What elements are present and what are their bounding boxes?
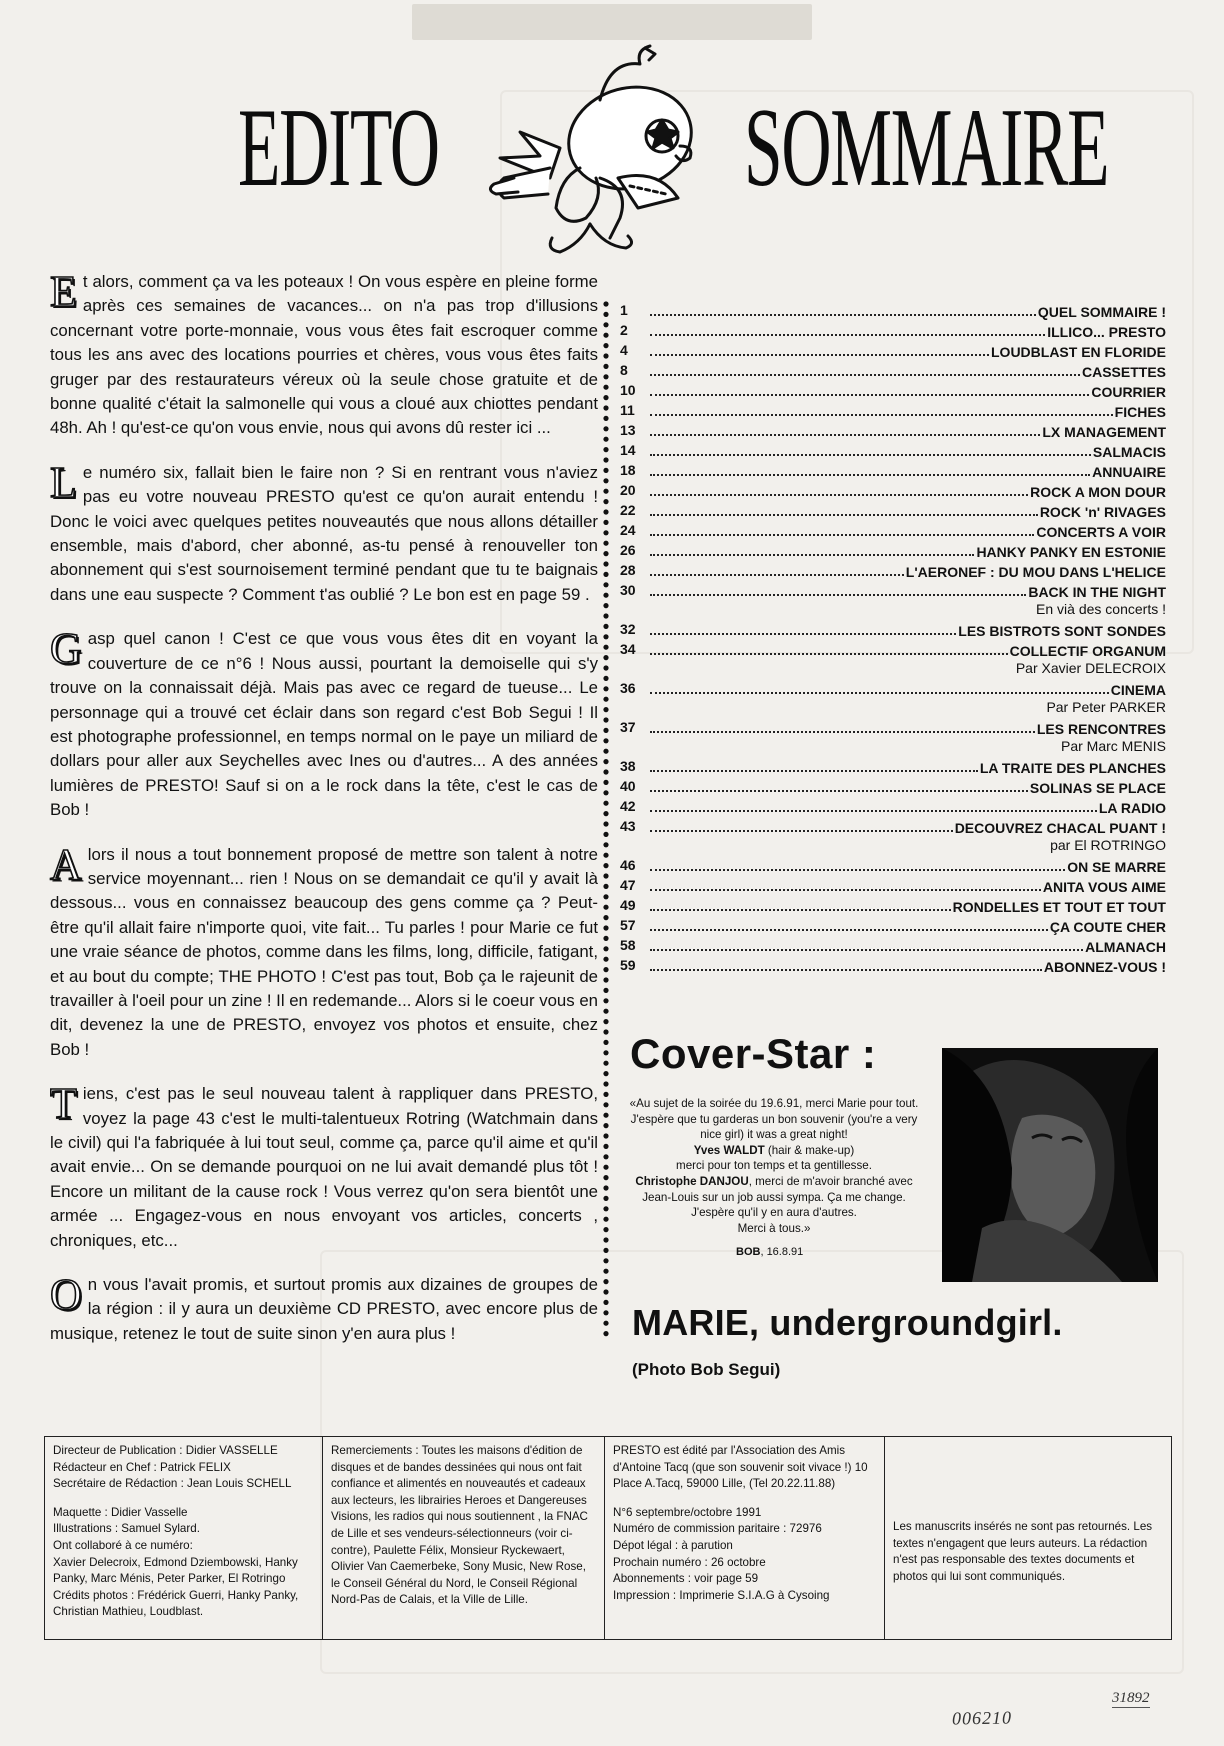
toc-title: FICHES [1114,404,1166,420]
quote-name: Yves WALDT [693,1143,765,1157]
quote-text: «Au sujet de la soirée du 19.6.91, merci Marie pour tout. J'espère que tu garderas un bon souvenir (you're a very nice girl) it was a great night! [629,1097,919,1142]
divider-dot [603,645,608,650]
cover-photo-image [942,1048,1158,1282]
divider-dot [603,1175,608,1180]
divider-dot [603,821,608,826]
divider-dot [603,561,608,566]
credit-line: Secrétaire de Rédaction : Jean Louis SCHELL [53,1477,292,1491]
divider-dot [603,489,608,494]
divider-dot [603,977,608,982]
toc-leader-dots [650,758,978,772]
toc-entry [620,955,1166,975]
divider-dot [603,925,608,930]
divider-dot [603,624,608,629]
toc-title: QUEL SOMMAIRE ! [1037,304,1166,320]
toc-page-number: 10 [620,382,636,398]
edito-text: e numéro six, fallait bien le faire non ? Si en rentrant vous n'aviez pas eu votre nouveau PRESTO qu'est ce qu'on aurait entendu ! Donc le voici avec quelques petites nouveautés que nous allons détailler ensemble, mais d'abord, cher abonné, as-tu pensé à renouveller ton abonnement qui s'est sournoisement terminé pendant que tu te baignais dans une eau suspecte ? Comment t'as oublié ? Le bon est en page 59 . [50,462,598,604]
drop-cap: E [50,267,77,316]
divider-dot [603,1227,608,1232]
divider-dot [603,780,608,785]
toc-page-number: 38 [620,758,636,774]
toc-leader-dots [650,362,1080,376]
divider-dot [603,437,608,442]
divider-dot [603,790,608,795]
divider-dot [603,551,608,556]
divider-dot [603,1061,608,1066]
divider-dot [603,1050,608,1055]
signature-date: , 16.8.91 [760,1246,804,1258]
toc-page-number: 20 [620,482,636,498]
divider-dot [603,530,608,535]
toc-leader-dots [650,937,1083,951]
divider-dot [603,1279,608,1284]
credit-line: Illustrations : Samuel Sylard. [53,1522,200,1536]
divider-dot [603,728,608,733]
divider-dot [603,1019,608,1024]
toc-page-number: 46 [620,857,636,873]
toc-title: LA TRAITE DES PLANCHES [979,760,1166,776]
toc-leader-dots [650,778,1028,792]
divider-dot [603,676,608,681]
divider-dot [603,946,608,951]
toc-title: DECOUVREZ CHACAL PUANT ! [954,820,1166,836]
divider-dot [603,416,608,421]
toc-page-number: 47 [620,877,636,893]
cover-quote [620,1096,928,1236]
archive-number: 006210 [951,1707,1013,1729]
toc-leader-dots [650,798,1097,812]
quote-text: merci pour ton temps et ta gentillesse. [676,1159,872,1173]
cover-star-title: Cover-Star : [630,1030,877,1077]
toc-leader-dots [650,582,1026,596]
divider-dot [603,801,608,806]
toc-page-number: 40 [620,778,636,794]
divider-dot [603,1217,608,1222]
toc-title: ALMANACH [1085,939,1166,955]
toc-entry [620,500,1166,520]
toc-title: LOUDBLAST EN FLORIDE [991,344,1166,360]
toc-entry [620,420,1166,440]
divider-dot [603,1165,608,1170]
toc-entry [620,796,1166,816]
divider-dot [603,894,608,899]
toc-title: ANITA VOUS AIME [1042,879,1166,895]
issue-line: Abonnements : voir page 59 [613,1572,759,1586]
toc-leader-dots [650,522,1034,536]
toc-title: ILLICO... PRESTO [1047,324,1166,340]
toc-title: ABONNEZ-VOUS ! [1043,959,1166,975]
toc-leader-dots [650,542,974,556]
toc-title: CONCERTS A VOIR [1036,524,1166,540]
toc-entry [620,776,1166,796]
divider-dot [603,1196,608,1201]
toc-title: LA RADIO [1098,800,1166,816]
masthead-credits [44,1436,1172,1640]
divider-dot [603,1206,608,1211]
divider-dot [603,634,608,639]
divider-dot [603,613,608,618]
toc-leader-dots [650,877,1041,891]
edito-paragraph-1 [50,267,598,441]
divider-dot [603,447,608,452]
divider-dot [603,665,608,670]
toc-leader-dots [650,402,1113,416]
toc-title: ÇA COUTE CHER [1049,919,1166,935]
toc-title: ROCK A MON DOUR [1030,484,1166,500]
toc-leader-dots [650,302,1036,316]
divider-dot [603,1289,608,1294]
toc-page-number: 49 [620,897,636,913]
divider-dot [603,301,608,306]
toc-title: LES BISTROTS SONT SONDES [958,623,1166,639]
toc-leader-dots [650,442,1091,456]
divider-dot [603,395,608,400]
divider-dot [603,1040,608,1045]
cover-signature [736,1246,803,1258]
divider-dot [603,541,608,546]
toc-entry [620,460,1166,480]
edito-paragraph-5 [50,1079,598,1253]
toc-byline: En vià des concerts ! [1036,601,1166,617]
toc-page-number: 1 [620,302,628,318]
toc-entry [620,560,1166,580]
divider-dot [603,1081,608,1086]
toc-page-number: 4 [620,342,628,358]
toc-entry [620,855,1166,875]
divider-dot [603,655,608,660]
divider-dot [603,717,608,722]
divider-dot [603,405,608,410]
toc-entry [620,520,1166,540]
toc-title: COURRIER [1091,384,1166,400]
signature-name: BOB [736,1246,761,1258]
divider-dot [603,769,608,774]
toc-page-number: 57 [620,917,636,933]
toc-page-number: 34 [620,641,636,657]
toc-entry [620,619,1166,639]
mascot-illustration [440,28,720,288]
toc-title: CASSETTES [1081,364,1166,380]
toc-entry [620,440,1166,460]
edito-column [50,267,598,1366]
divider-dot [603,478,608,483]
divider-dot [603,686,608,691]
toc-leader-dots [650,482,1028,496]
issue-line: Dépot légal : à parution [613,1538,733,1552]
divider-dot [603,1102,608,1107]
toc-entry [620,915,1166,935]
divider-dot [603,1269,608,1274]
divider-dot [603,426,608,431]
toc-title: LES RENCONTRES [1036,721,1166,737]
credit-line: Rédacteur en Chef : Patrick FELIX [53,1460,231,1474]
divider-dot [603,385,608,390]
divider-dot [603,884,608,889]
drop-cap: L [50,457,77,507]
divider-dot [603,998,608,1003]
divider-dot [603,1237,608,1242]
credits-column-thanks [323,1437,605,1639]
drop-cap: A [50,839,82,889]
divider-dot [603,468,608,473]
divider-dot [603,603,608,608]
quote-name: Christophe DANJOU [635,1174,749,1188]
toc-page-number: 30 [620,582,636,598]
drop-cap: T [50,1079,77,1129]
divider-dot [603,759,608,764]
divider-dot [603,1123,608,1128]
credit-line: Xavier Delecroix, Edmond Dziembowski, Hanky Panky, Marc Ménis, Peter Parker, El Rotringo [53,1555,298,1586]
toc-title: LX MANAGEMENT [1042,424,1166,440]
toc-page-number: 32 [620,621,636,637]
quote-text: (hair & make-up) [764,1143,855,1157]
sommaire-list [620,300,1166,975]
edito-text: n vous l'avait promis, et surtout promis aux dizaines de groupes de la région : il y aura un deuxième CD PRESTO, avec encore plus de musique, retenez le tout de suite sinon y'en aura plus ! [50,1275,598,1343]
toc-page-number: 36 [620,680,636,696]
divider-dot [603,811,608,816]
divider-dot [603,936,608,941]
divider-dot [603,374,608,379]
toc-entry [620,360,1166,380]
toc-page-number: 28 [620,562,636,578]
toc-leader-dots [650,322,1045,336]
toc-leader-dots [650,562,904,576]
toc-leader-dots [650,621,956,635]
divider-dot [603,873,608,878]
cover-headline: MARIE, undergroundgirl. [632,1302,1063,1343]
toc-entry [620,300,1166,320]
toc-leader-dots [650,382,1089,396]
divider-dot [603,1248,608,1253]
toc-page-number: 59 [620,957,636,973]
divider-dot [603,1321,608,1326]
divider-dot [603,1113,608,1118]
divider-dot [603,1300,608,1305]
toc-title: ANNUAIRE [1092,464,1166,480]
divider-dot [603,738,608,743]
toc-page-number: 18 [620,462,636,478]
toc-leader-dots [650,857,1065,871]
disclaimer-text: Les manuscrits insérés ne sont pas retournés. Les textes n'engagent que leurs auteurs. La rédaction n'est pas responsable des textes documents et photos qui lui sont communiqués. [893,1520,1153,1583]
toc-entry [620,639,1166,659]
divider-dot [603,915,608,920]
divider-dot [603,1133,608,1138]
divider-dot [603,364,608,369]
toc-leader-dots [650,897,951,911]
divider-dot [603,457,608,462]
edito-paragraph-3 [50,624,598,822]
toc-page-number: 11 [620,402,635,418]
divider-dot [603,322,608,327]
toc-page-number: 13 [620,422,636,438]
divider-dot [603,749,608,754]
divider-dot [603,988,608,993]
toc-byline: Par Xavier DELECROIX [1015,660,1166,676]
divider-dot [603,333,608,338]
toc-title: ON SE MARRE [1067,859,1166,875]
divider-dot [603,1144,608,1149]
toc-page-number: 24 [620,522,636,538]
toc-entry [620,540,1166,560]
quote-text: , merci de m'avoir branché avec Jean-Louis sur un job aussi sympa. Ça me change. J'espère qu'il y en aura d'autres. [642,1174,913,1220]
toc-leader-dots [650,641,1008,655]
divider-dot [603,1092,608,1097]
toc-title: SALMACIS [1092,444,1166,460]
toc-leader-dots [650,957,1042,971]
toc-title: HANKY PANKY EN ESTONIE [976,544,1166,560]
divider-dot [603,957,608,962]
toc-entry [620,678,1166,698]
divider-dot [603,842,608,847]
toc-entry [620,400,1166,420]
toc-entry [620,875,1166,895]
divider-dot [603,353,608,358]
credit-line: Maquette : Didier Vasselle [53,1505,188,1519]
toc-leader-dots [650,719,1035,733]
divider-dot [603,1331,608,1336]
divider-dot [603,863,608,868]
toc-leader-dots [650,342,989,356]
toc-page-number: 58 [620,937,636,953]
toc-leader-dots [650,462,1090,476]
sommaire-title: SOMMAIRE [744,86,1109,210]
edito-text: t alors, comment ça va les poteaux ! On vous espère en pleine forme après ces semaines de vacances... on n'a pas trop d'illusions concernant votre porte-monnaie, vous vous êtes fait escroquer comme tous les ans avec des locations pourries et chères, vous vous êtes faits gruger par des restaurateurs véreux où la seule chose gratuite et de bonne qualité c'était la salmonelle qui vous a cloué aux chiottes pendant 48h. Ah ! qu'est-ce qu'on vous envie, nous qui avons dû rester ici ... [50,272,598,438]
divider-dot [603,853,608,858]
toc-title: BACK IN THE NIGHT [1028,584,1166,600]
toc-leader-dots [650,917,1048,931]
toc-leader-dots [650,502,1038,516]
divider-dot [603,707,608,712]
toc-page-number: 26 [620,542,636,558]
divider-dot [603,1185,608,1190]
edito-text: lors il nous a tout bonnement proposé de mettre son talent à notre service moyennant... rien ! Nous on se demandait ce qu'il y avait là dessous... vous en connaissez beaucoup des gens comme ça ? Peut-être qu'il allait faire n'importe quoi, vite fait... Tu parles ! pour Marie ce fut une vraie séance de photos, comme dans les films, long, difficile, fatigant, et au bout du compte; THE PHOTO ! C'est pas tout, Bob ça le rajeunit de travailler à l'oeil pour un zine ! Il en redemande... Alors si le coeur vous en dit, devenez la une de PRESTO, envoyez vos photos et ensuite, chez Bob ! [50,844,598,1059]
toc-page-number: 2 [620,322,628,338]
divider-dot [603,905,608,910]
toc-leader-dots [650,680,1109,694]
toc-title: SOLINAS SE PLACE [1029,780,1166,796]
dotted-divider [600,300,612,1340]
divider-dot [603,593,608,598]
divider-dot [603,1258,608,1263]
divider-dot [603,582,608,587]
edito-paragraph-6 [50,1270,598,1346]
divider-dot [603,1071,608,1076]
divider-dot [603,520,608,525]
photo-credit: (Photo Bob Segui) [632,1360,781,1379]
toc-entry [620,935,1166,955]
toc-byline: par El ROTRINGO [1050,837,1166,853]
toc-entry [620,480,1166,500]
toc-entry [620,320,1166,340]
toc-entry [620,380,1166,400]
toc-entry [620,340,1166,360]
toc-page-number: 43 [620,818,636,834]
credits-column-staff [45,1437,323,1639]
divider-dot [603,697,608,702]
toc-title: CINEMA [1110,682,1166,698]
toc-entry [620,816,1166,836]
issue-line: Prochain numéro : 26 octobre [613,1555,766,1569]
edito-text: asp quel canon ! C'est ce que vous vous êtes dit en voyant la couverture de ce n°6 ! Nous aussi, pourtant la demoiselle qui s'y trouve on la connaissait déjà. Mais pas avec ce regard de tueuse... Le personnage qui a trouvé cet éclair dans son regard c'est Bob Segui ! Il est photographe professionnel, en temps normal on le paye un miliard de dollars pour aller aux Seychelles avec Ines ou d'autres... A des années lumières de PRESTO! Sauf si on a le rock dans la tête, c'est le cas de Bob ! [50,629,598,820]
divider-dot [603,312,608,317]
toc-page-number: 22 [620,502,636,518]
credit-line: Directeur de Publication : Didier VASSELLE [53,1444,278,1457]
divider-dot [603,1029,608,1034]
toc-page-number: 14 [620,442,636,458]
quote-text: Merci à tous.» [737,1221,811,1235]
issue-line: Numéro de commission paritaire : 72976 [613,1522,822,1536]
edito-paragraph-4 [50,839,598,1063]
drop-cap: O [50,1270,82,1320]
toc-page-number: 8 [620,362,628,378]
issue-line: N°6 septembre/octobre 1991 [613,1505,762,1519]
divider-dot [603,343,608,348]
toc-page-number: 42 [620,798,636,814]
toc-title: COLLECTIF ORGANUM [1009,643,1166,659]
toc-title: RONDELLES ET TOUT ET TOUT [952,899,1166,915]
toc-title: L'AERONEF : DU MOU DANS L'HELICE [905,564,1166,580]
divider-dot [603,509,608,514]
thanks-text: Remerciements : Toutes les maisons d'édition de disques et de bandes dessinées qui nous ont fait confiance et alimentés en nouveautés et cadeaux aux lecteurs, les librairies Heroes et Dangereuses Visions, les radios qui nous soutiennent , la FNAC de Lille et ses vendeurs-sélectionneurs (voir ci-contre), Paulette Félix, Monsieur Ryckewaert, Olivier Van Caemerbeke, Sony Music, New Rose, le Conseil Général du Nord, le Conseil Régional Nord-Pas de Calais, et la Ville de Lille. [331,1444,588,1607]
edito-text: iens, c'est pas le seul nouveau talent à rappliquer dans PRESTO, voyez la page 43 c'est le multi-talentueux Rotring (Watchmain dans le civil) qui l'a fabriquée à lui tout seul, comme ça, parce qu'il aime et qu'il avait envie... On se demande pourquoi on ne lui avait demandé plus tôt ! Encore un militant de la cause rock ! Vous verrez qu'on sera bientôt une armée ... Engagez-vous en nous envoyant vos articles, concerts , chroniques, etc... [50,1084,598,1250]
divider-dot [603,499,608,504]
credits-column-publisher [605,1437,885,1639]
toc-leader-dots [650,422,1040,436]
divider-dot [603,967,608,972]
toc-entry [620,756,1166,776]
divider-dot [603,1009,608,1014]
edito-paragraph-2 [50,457,598,607]
divider-dot [603,1310,608,1315]
toc-entry [620,717,1166,737]
toc-title: ROCK 'n' RIVAGES [1039,504,1166,520]
toc-leader-dots [650,818,953,832]
toc-byline: Par Peter PARKER [1046,699,1166,715]
cover-photo [942,1048,1158,1282]
publisher-text: PRESTO est édité par l'Association des Amis d'Antoine Tacq (que son souvenir soit vivace !) 10 Place A.Tacq, 59000 Lille, (Tel 20.22.11.88) [613,1444,868,1491]
toc-entry [620,580,1166,600]
credit-line: Crédits photos : Frédérick Guerri, Hanky Panky, Christian Mathieu, Loudblast. [53,1588,299,1619]
credits-column-disclaimer [885,1437,1171,1639]
toc-entry [620,895,1166,915]
toc-page-number: 37 [620,719,636,735]
divider-dot [603,832,608,837]
reference-number: 31892 [1112,1690,1150,1706]
toc-byline: Par Marc MENIS [1060,738,1166,754]
drop-cap: G [50,624,82,674]
edito-title: EDITO [238,86,439,210]
credit-line: Ont collaboré à ce numéro: [53,1538,193,1552]
divider-dot [603,572,608,577]
issue-line: Impression : Imprimerie S.I.A.G à Cysoing [613,1588,830,1602]
divider-dot [603,1154,608,1159]
